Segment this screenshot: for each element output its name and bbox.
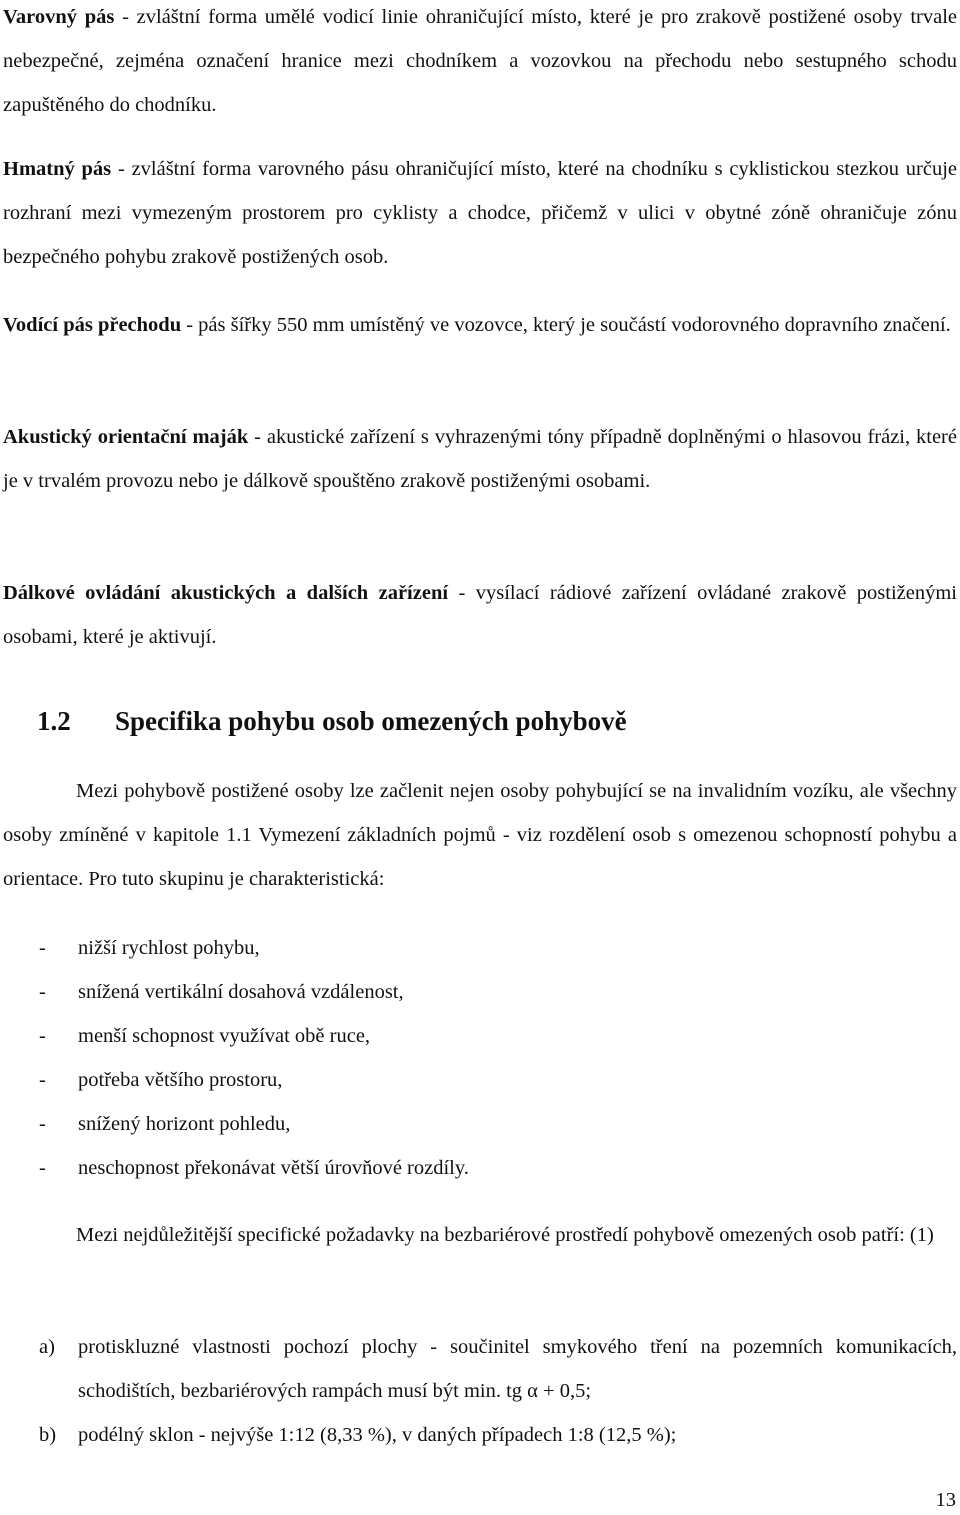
definition-dalkove-ovladani [3, 571, 957, 659]
list-item [3, 1413, 957, 1457]
definition-term: Varovný pás [3, 6, 115, 28]
definition-vodici-pas-prechodu [3, 303, 957, 347]
list-item [3, 970, 957, 1014]
requirements-list [3, 1325, 957, 1457]
list-item [3, 1102, 957, 1146]
definition-text: - zvláštní forma umělé vodicí linie ohraničující místo, které je pro zrakově postižené osoby trvale nebezpečné, zejména označení hranice mezi chodníkem a vozovkou na přechodu nebo sestupného schodu zapuštěného do chodníku. [3, 6, 958, 116]
definition-hmatny-pas [3, 147, 957, 279]
list-item [3, 1325, 957, 1413]
dash-marker: - [39, 937, 46, 959]
requirements-paragraph [3, 1213, 957, 1257]
list-item [3, 926, 957, 970]
dash-marker: - [39, 1069, 46, 1091]
list-item [3, 1014, 957, 1058]
definition-term: Vodící pás přechodu [3, 314, 182, 336]
dash-marker: - [39, 1025, 46, 1047]
list-marker: a) [39, 1336, 55, 1358]
section-heading [37, 699, 627, 743]
intro-text: Mezi pohybově postižené osoby lze začlenit nejen osoby pohybující se na invalidním vozíku, ale všechny osoby zmíněné v kapitole 1.1 Vymezení základních pojmů - viz rozdělení osob s omezenou schopností pohybu a orientace. Pro tuto skupinu je charakteristická: [3, 780, 957, 890]
list-item [3, 1146, 957, 1190]
definition-term: Hmatný pás [3, 158, 112, 180]
requirements-text: Mezi nejdůležitější specifické požadavky na bezbariérové prostředí pohybově omezených osob patří: (1) [76, 1224, 934, 1246]
definition-akusticky-majak [3, 415, 957, 503]
list-item-text: snížený horizont pohledu, [78, 1113, 291, 1135]
list-item-text: menší schopnost využívat obě ruce, [78, 1025, 371, 1047]
definition-text: - akustické zařízení s vyhrazenými tóny případně doplněnými o hlasovou frázi, které je v trvalém provozu nebo je dálkově spouštěno zrakově postiženými osobami. [3, 426, 957, 492]
list-item-text: podélný sklon - nejvýše 1:12 (8,33 %), v daných případech 1:8 (12,5 %); [78, 1424, 677, 1446]
intro-paragraph [3, 769, 957, 901]
list-marker: b) [39, 1424, 57, 1446]
section-title: Specifika pohybu osob omezených pohybově [115, 706, 627, 736]
list-item-text: neschopnost překonávat větší úrovňové rozdíly. [78, 1157, 469, 1179]
list-item-text: nižší rychlost pohybu, [78, 937, 260, 959]
definition-varovny-pas [3, 0, 957, 127]
definition-text: - zvláštní forma varovného pásu ohraničující místo, které na chodníku s cyklistickou stezkou určuje rozhraní mezi vymezeným prostorem pro cyklisty a chodce, přičemž v ulici v obytné zóně ohraničuje zónu bezpečného pohybu zrakově postižených osob. [3, 158, 957, 268]
page-number: 13 [935, 1489, 956, 1511]
dash-marker: - [39, 981, 46, 1003]
list-item-text: snížená vertikální dosahová vzdálenost, [78, 981, 404, 1003]
section-number: 1.2 [37, 706, 71, 736]
definition-text: - pás šířky 550 mm umístěný ve vozovce, který je součástí vodorovného dopravního značení. [181, 314, 951, 336]
dash-marker: - [39, 1157, 46, 1179]
list-item-text: potřeba většího prostoru, [78, 1069, 283, 1091]
definition-term: Dálkové ovládání akustických a dalších zařízení [3, 582, 449, 604]
definition-term: Akustický orientační maják [3, 426, 249, 448]
definition-text: - vysílací rádiové zařízení ovládané zrakově postiženými osobami, které je aktivují. [3, 582, 957, 648]
dash-marker: - [39, 1113, 46, 1135]
list-item [3, 1058, 957, 1102]
list-item-text: protiskluzné vlastnosti pochozí plochy - součinitel smykového tření na pozemních komunikacích, schodištích, bezbariérových rampách musí být min. tg α + 0,5; [78, 1336, 957, 1402]
characteristics-list [3, 926, 957, 1190]
